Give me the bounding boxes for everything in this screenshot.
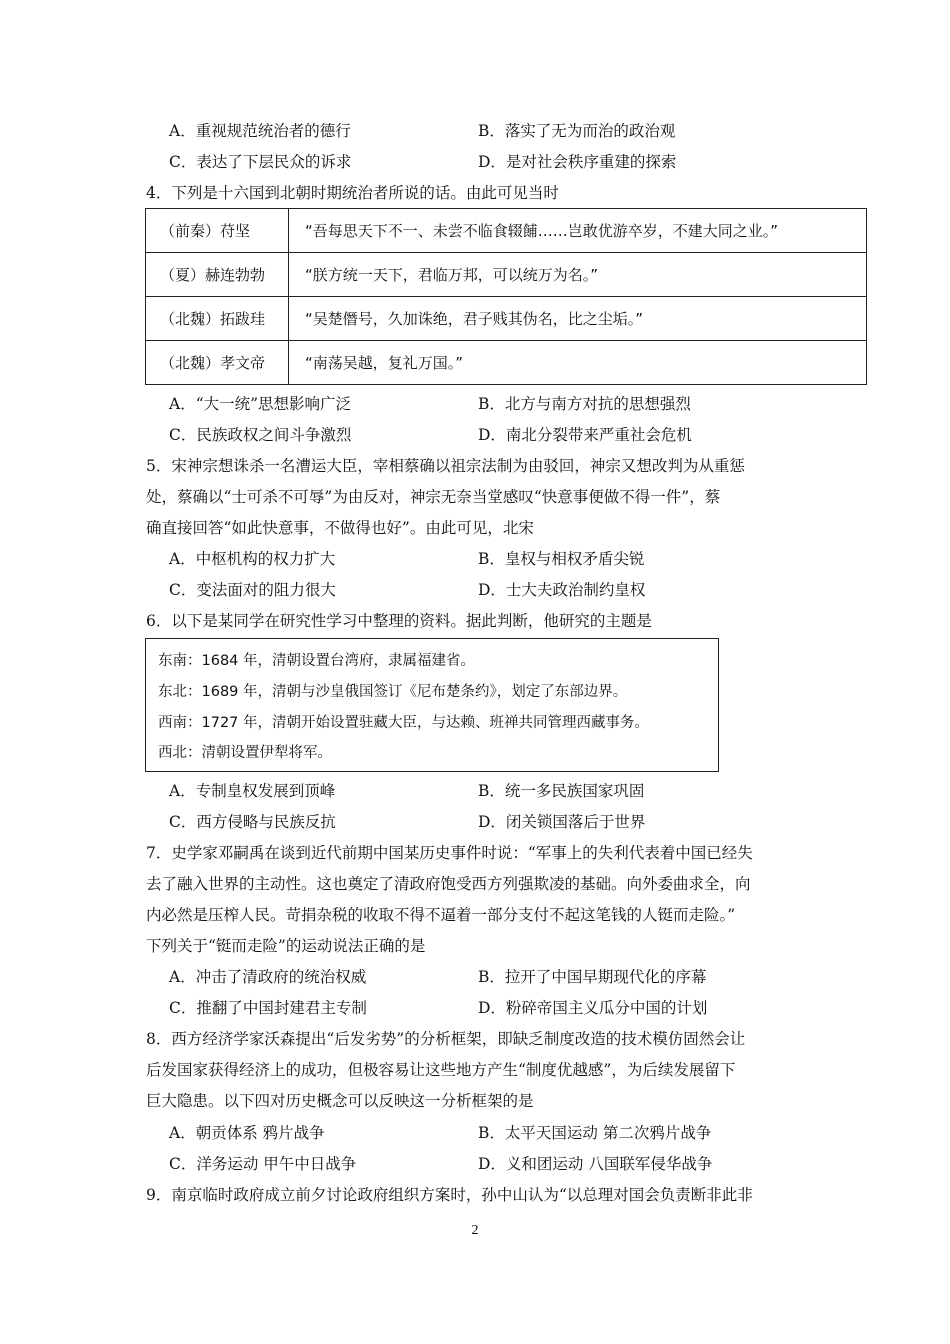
ruler-cell: （前秦）苻坚 bbox=[146, 209, 289, 253]
q8-option-a: A．朝贡体系 鸦片战争 bbox=[169, 1124, 325, 1142]
quote-cell: “朕方统一天下，君临万邦，可以统万为名。” bbox=[289, 253, 867, 297]
quote-cell: “吾每思天下不一、未尝不临食辍餔……岂敢优游卒岁，不建大同之业。” bbox=[289, 209, 867, 253]
material-line: 东北：1689 年，清朝与沙皇俄国签订《尼布楚条约》，划定了东部边界。 bbox=[158, 684, 628, 700]
q5-stem-line: 确直接回答“如此快意事，不做得也好”。由此可见，北宋 bbox=[146, 519, 534, 537]
material-line: 西北：清朝设置伊犁将军。 bbox=[158, 745, 332, 761]
q5-option-d: D．士大夫政治制约皇权 bbox=[478, 581, 646, 599]
ruler-cell: （北魏）孝文帝 bbox=[146, 341, 289, 385]
ruler-cell: （北魏）拓跋珪 bbox=[146, 297, 289, 341]
q9-stem-line: 9．南京临时政府成立前夕讨论政府组织方案时，孙中山认为“以总理对国会负责断非此非 bbox=[146, 1186, 753, 1204]
q7-stem-line: 内必然是压榨人民。苛捐杂税的收取不得不逼着一部分支付不起这笔钱的人铤而走险。” bbox=[146, 906, 736, 924]
q8-stem-line: 巨大隐患。以下四对历史概念可以反映这一分析框架的是 bbox=[146, 1092, 534, 1110]
q5-stem-line: 5．宋神宗想诛杀一名漕运大臣，宰相蔡确以祖宗法制为由驳回，神宗又想改判为从重惩 bbox=[146, 457, 745, 475]
q3-option-b: B．落实了无为而治的政治观 bbox=[478, 122, 676, 140]
material-line: 东南：1684 年，清朝设置台湾府，隶属福建省。 bbox=[158, 653, 476, 669]
q6-option-b: B．统一多民族国家巩固 bbox=[478, 782, 645, 800]
q6-option-c: C．西方侵略与民族反抗 bbox=[169, 813, 336, 831]
q5-option-a: A．中枢机构的权力扩大 bbox=[169, 550, 336, 568]
q8-stem-line: 8．西方经济学家沃森提出“后发劣势”的分析框架，即缺乏制度改造的技术模仿固然会让 bbox=[146, 1030, 746, 1048]
q4-option-d: D．南北分裂带来严重社会危机 bbox=[478, 426, 692, 444]
q7-option-a: A．冲击了清政府的统治权威 bbox=[169, 968, 367, 986]
q3-option-a: A．重视规范统治者的德行 bbox=[169, 122, 351, 140]
material-line: 西南：1727 年，清朝开始设置驻藏大臣，与达赖、班禅共同管理西藏事务。 bbox=[158, 715, 650, 731]
q7-option-c: C．推翻了中国封建君主专制 bbox=[169, 999, 367, 1017]
q3-option-d: D．是对社会秩序重建的探索 bbox=[478, 153, 677, 171]
q7-stem-line: 去了融入世界的主动性。这也奠定了清政府饱受西方列强欺凌的基础。向外委曲求全，向 bbox=[146, 875, 751, 893]
q7-option-d: D．粉碎帝国主义瓜分中国的计划 bbox=[478, 999, 708, 1017]
q8-option-c: C．洋务运动 甲午中日战争 bbox=[169, 1155, 357, 1173]
table-row bbox=[146, 297, 867, 341]
q5-stem-line: 处，蔡确以“士可杀不可辱”为由反对，神宗无奈当堂感叹“快意事便做不得一件”，蔡 bbox=[146, 488, 721, 506]
q5-option-b: B．皇权与相权矛盾尖锐 bbox=[478, 550, 645, 568]
q4-option-c: C．民族政权之间斗争激烈 bbox=[169, 426, 352, 444]
q4-option-b: B．北方与南方对抗的思想强烈 bbox=[478, 395, 691, 413]
ruler-cell: （夏）赫连勃勃 bbox=[146, 253, 289, 297]
q7-stem-line: 7．史学家邓嗣禹在谈到近代前期中国某历史事件时说：“军事上的失利代表着中国已经失 bbox=[146, 844, 753, 862]
quote-cell: “吴楚僭号，久加诛绝，君子贱其伪名，比之尘垢。” bbox=[289, 297, 867, 341]
q6-stem: 6．以下是某同学在研究性学习中整理的资料。据此判断，他研究的主题是 bbox=[146, 612, 652, 630]
table-row bbox=[146, 341, 867, 385]
quote-cell: “南荡吴越，复礼万国。” bbox=[289, 341, 867, 385]
q4-option-a: A．“大一统”思想影响广泛 bbox=[169, 395, 352, 413]
q4-stem: 4．下列是十六国到北朝时期统治者所说的话。由此可见当时 bbox=[146, 184, 559, 202]
q8-stem-line: 后发国家获得经济上的成功，但极容易让这些地方产生“制度优越感”，为后续发展留下 bbox=[146, 1061, 736, 1079]
table-row bbox=[146, 209, 867, 253]
q6-option-a: A．专制皇权发展到顶峰 bbox=[169, 782, 336, 800]
q8-option-d: D．义和团运动 八国联军侵华战争 bbox=[478, 1155, 713, 1173]
q6-option-d: D．闭关锁国落后于世界 bbox=[478, 813, 646, 831]
page-number: 2 bbox=[471, 1223, 479, 1238]
q5-option-c: C．变法面对的阻力很大 bbox=[169, 581, 336, 599]
q7-stem-line: 下列关于“铤而走险”的运动说法正确的是 bbox=[146, 937, 426, 955]
table-row bbox=[146, 253, 867, 297]
q8-option-b: B．太平天国运动 第二次鸦片战争 bbox=[478, 1124, 712, 1142]
q4-quote-table bbox=[145, 208, 867, 385]
q6-material-box bbox=[145, 638, 719, 772]
q3-option-c: C．表达了下层民众的诉求 bbox=[169, 153, 352, 171]
q7-option-b: B．拉开了中国早期现代化的序幕 bbox=[478, 968, 707, 986]
